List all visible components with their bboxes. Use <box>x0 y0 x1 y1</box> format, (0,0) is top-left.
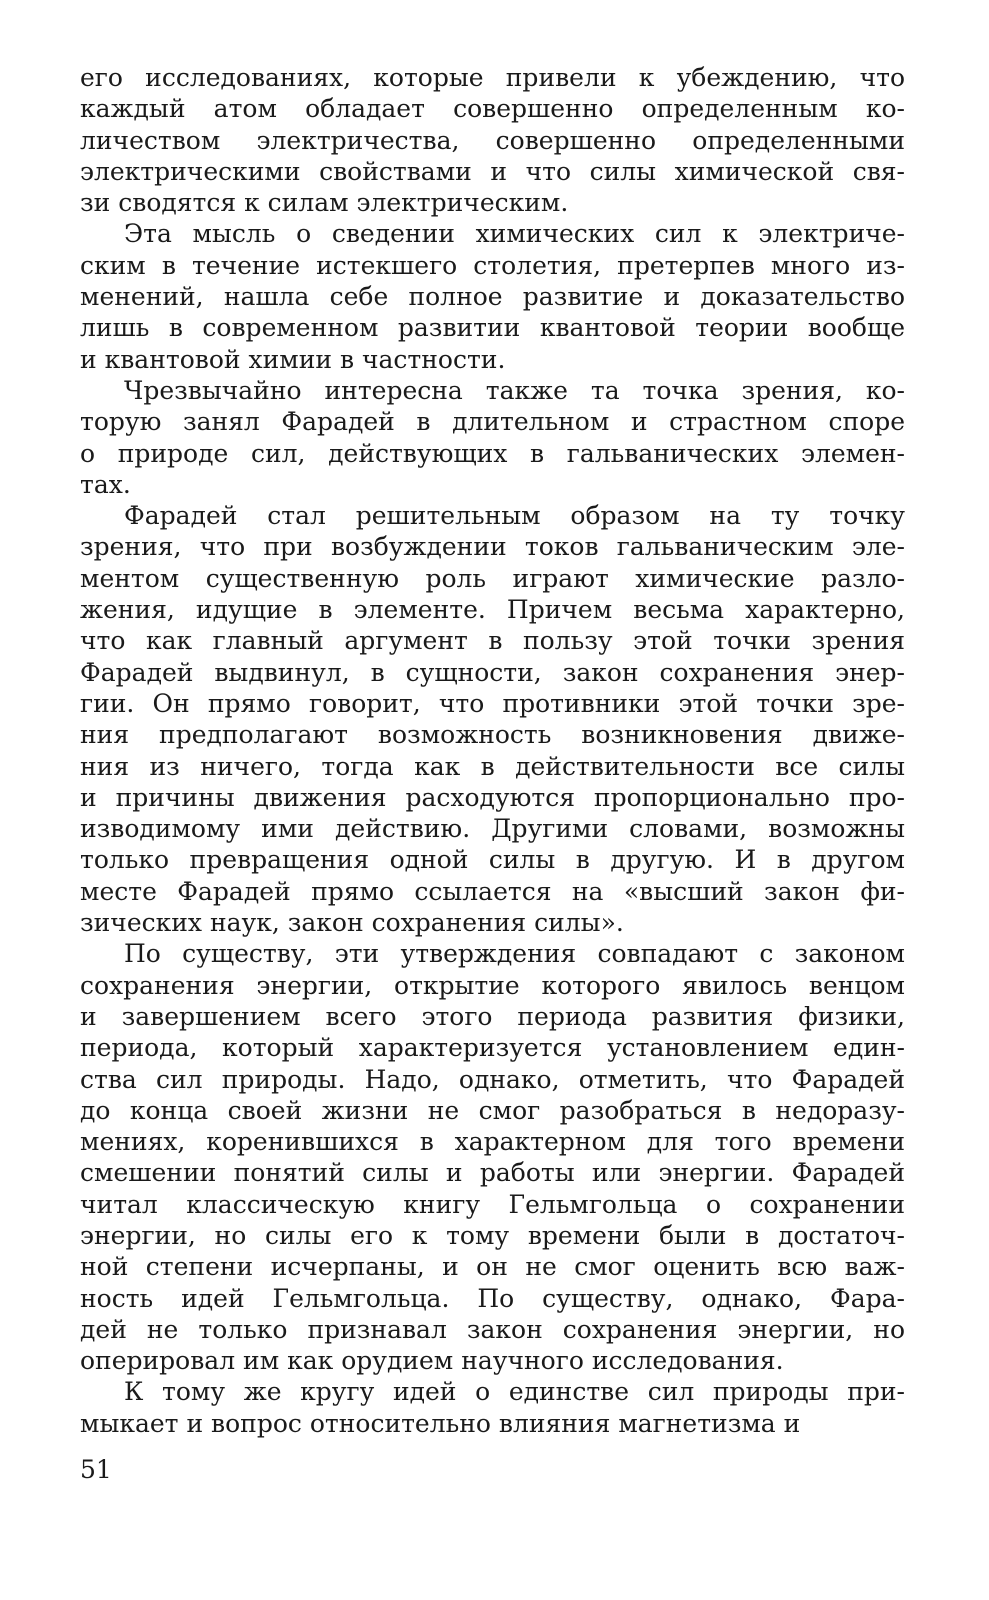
text-line: личеством электричества, совершенно определенными <box>80 125 905 155</box>
text-line: Фарадей выдвинул, в сущности, закон сохранения энер- <box>80 657 905 687</box>
text-line: жения, идущие в элементе. Причем весьма характерно, <box>80 595 905 625</box>
text-line: Эта мысль о сведении химических сил к электриче- <box>124 219 905 249</box>
paragraph <box>80 218 905 374</box>
text-line: оперировал им как орудием научного исследования. <box>80 1346 784 1376</box>
text-line: мениях, коренившихся в характерном для того времени <box>80 1127 905 1157</box>
text-line: ментом существенную роль играют химические разло- <box>80 563 905 593</box>
text-line: гии. Он прямо говорит, что противники этой точки зре- <box>80 688 905 718</box>
text-line: мыкает и вопрос относительно влияния магнетизма и <box>80 1408 801 1438</box>
text-line: только превращения одной силы в другую. И в другом <box>80 845 905 875</box>
text-line: ским в течение истекшего столетия, претерпев много из- <box>80 250 905 280</box>
text-line: лишь в современном развитии квантовой теории вообще <box>80 313 905 343</box>
paragraph <box>80 500 905 938</box>
text-line: ной степени исчерпаны, и он не смог оценить всю важ- <box>80 1252 905 1282</box>
text-line: смешении понятий силы и работы или энергии. Фарадей <box>80 1158 905 1188</box>
text-line: и завершением всего этого периода развития физики, <box>80 1001 905 1031</box>
paragraph <box>80 375 905 500</box>
text-line: менений, нашла себе полное развитие и доказательство <box>80 282 905 312</box>
paragraph <box>80 1376 905 1439</box>
text-line: электрическими свойствами и что силы химической свя- <box>80 156 905 186</box>
text-line: периода, который характеризуется установлением един- <box>80 1033 905 1063</box>
text-line: дей не только признавал закон сохранения энергии, но <box>80 1314 905 1344</box>
text-line: Чрезвычайно интересна также та точка зрения, ко- <box>124 375 905 405</box>
text-line: ния предполагают возможность возникновения движе- <box>80 720 905 750</box>
text-line: ства сил природы. Надо, однако, отметить, что Фарадей <box>80 1064 905 1094</box>
text-line: и квантовой химии в частности. <box>80 344 506 374</box>
text-line: месте Фарадей прямо ссылается на «высший закон фи- <box>80 876 905 906</box>
text-line: каждый атом обладает совершенно определенным ко- <box>80 94 905 124</box>
text-line: зрения, что при возбуждении токов гальваническим эле- <box>80 532 905 562</box>
text-line: и причины движения расходуются пропорционально про- <box>80 782 905 812</box>
page-number: 51 <box>80 1455 112 1484</box>
body-text <box>80 62 905 1439</box>
text-line: ность идей Гельмгольца. По существу, однако, Фара- <box>80 1283 905 1313</box>
text-line: что как главный аргумент в пользу этой точки зрения <box>80 626 905 656</box>
text-line: читал классическую книгу Гельмгольца о сохранении <box>80 1189 905 1219</box>
text-line: энергии, но силы его к тому времени были в достаточ- <box>80 1220 905 1250</box>
text-line: изводимому ими действию. Другими словами, возможны <box>80 814 905 844</box>
text-line: тах. <box>80 469 131 499</box>
text-line: до конца своей жизни не смог разобраться в недоразу- <box>80 1095 905 1125</box>
text-line: К тому же кругу идей о единстве сил природы при- <box>124 1377 905 1407</box>
text-line: его исследованиях, которые привели к убеждению, что <box>80 63 905 92</box>
text-line: зических наук, закон сохранения силы». <box>80 908 624 938</box>
text-line: зи сводятся к силам электрическим. <box>80 188 569 218</box>
paragraph <box>80 938 905 1376</box>
text-line: торую занял Фарадей в длительном и страстном споре <box>80 407 905 437</box>
text-line: Фарадей стал решительным образом на ту точку <box>124 501 905 531</box>
text-line: По существу, эти утверждения совпадают с законом <box>124 939 905 969</box>
text-line: сохранения энергии, открытие которого явилось венцом <box>80 970 905 1000</box>
paragraph <box>80 62 905 218</box>
text-line: ния из ничего, тогда как в действительности все силы <box>80 751 905 781</box>
text-line: о природе сил, действующих в гальванических элемен- <box>80 438 905 468</box>
